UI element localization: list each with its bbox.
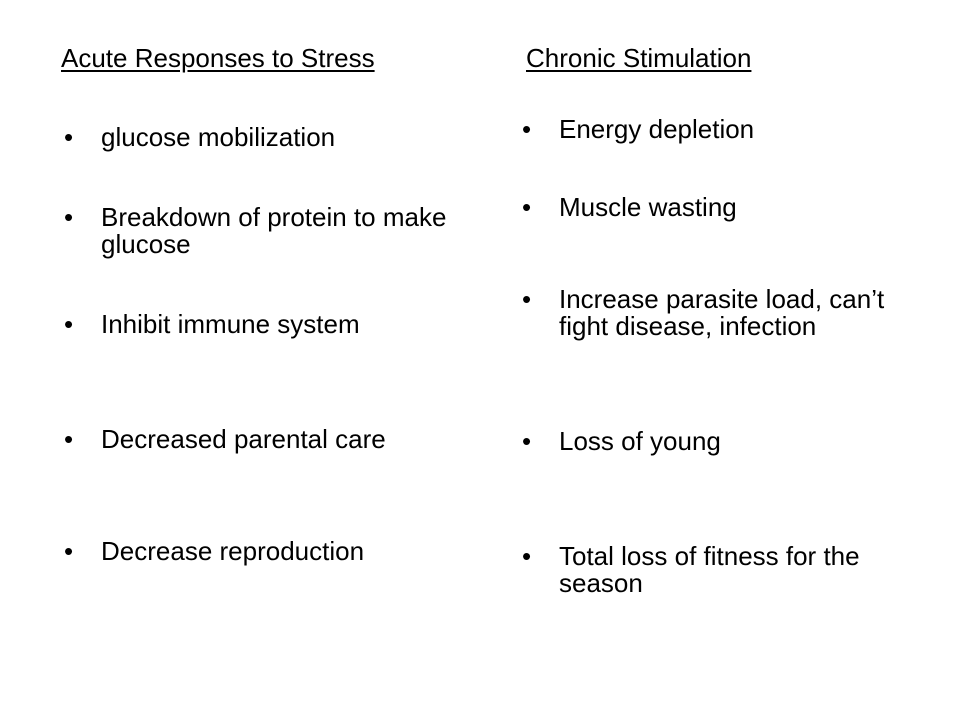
bullet-icon: • — [522, 192, 532, 222]
chronic-item-text: Muscle wasting — [559, 192, 737, 222]
bullet-icon: • — [64, 202, 74, 232]
chronic-item-text: Increase parasite load, can’t fight disease, infection — [559, 284, 885, 341]
bullet-icon: • — [522, 541, 532, 571]
chronic-list-item — [522, 284, 939, 341]
bullet-icon: • — [522, 114, 532, 144]
acute-item-text: Breakdown of protein to make glucose — [101, 202, 447, 259]
bullet-icon: • — [64, 536, 74, 566]
acute-responses-heading: Acute Responses to Stress — [61, 43, 375, 73]
acute-list-item — [64, 202, 461, 259]
acute-item-text: Inhibit immune system — [101, 309, 360, 339]
chronic-list-item — [522, 114, 939, 144]
acute-item-text: glucose mobilization — [101, 122, 336, 152]
bullet-icon: • — [522, 284, 532, 314]
chronic-list-item — [522, 192, 939, 222]
bullet-icon: • — [64, 309, 74, 339]
chronic-list-item — [522, 541, 939, 598]
acute-list-item — [64, 309, 461, 339]
acute-item-text: Decreased parental care — [101, 424, 386, 454]
acute-list-item — [64, 424, 461, 454]
chronic-item-text: Loss of young — [559, 426, 721, 456]
acute-list-item — [64, 536, 461, 566]
bullet-icon: • — [64, 424, 74, 454]
chronic-stimulation-heading: Chronic Stimulation — [526, 43, 752, 73]
acute-item-text: Decrease reproduction — [101, 536, 365, 566]
chronic-item-text: Energy depletion — [559, 114, 755, 144]
bullet-icon: • — [522, 426, 532, 456]
bullet-icon: • — [64, 122, 74, 152]
chronic-item-text: Total loss of fitness for the season — [559, 541, 860, 598]
acute-list-item — [64, 122, 461, 152]
chronic-list-item — [522, 426, 939, 456]
